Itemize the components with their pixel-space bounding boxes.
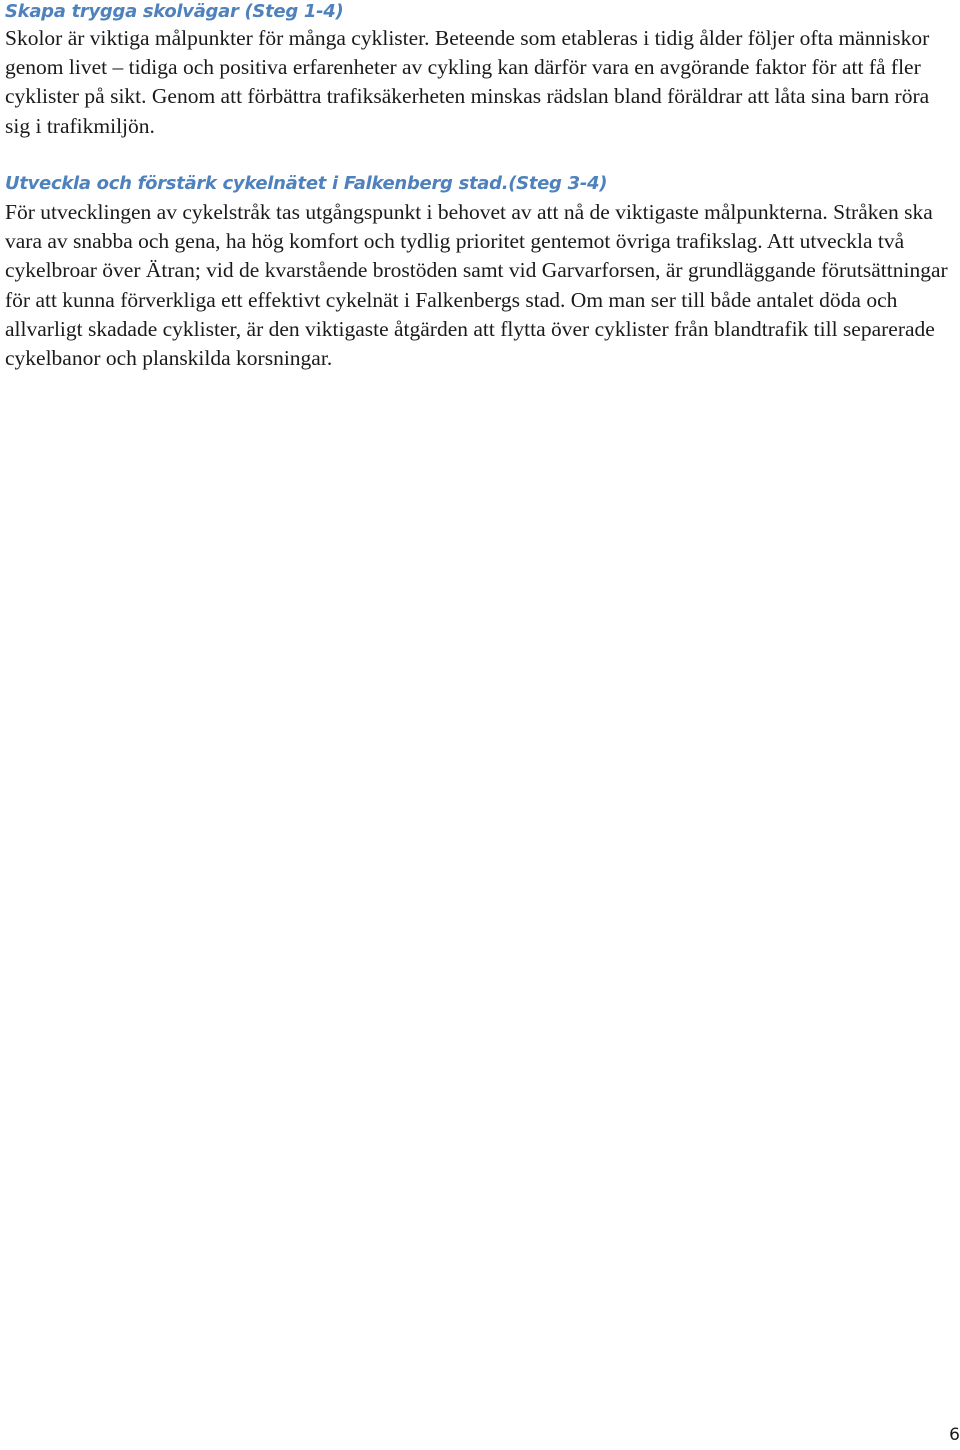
section-body-text: Skolor är viktiga målpunkter för många cyklister. Beteende som etableras i tidig ålder följer ofta människor genom livet – tidiga och positiva erfarenheter av cykling kan därför vara en avgörande faktor för att få fler cyklister på sikt. Genom att förbättra trafiksäkerheten minskas rädslan bland föräldrar att låta sina barn röra sig i trafikmiljön. bbox=[5, 26, 930, 138]
section-bike-network bbox=[5, 170, 955, 373]
section-body-text: För utvecklingen av cykelstråk tas utgångspunkt i behovet av att nå de viktigaste målpunkterna. Stråken ska vara av snabba och gena, ha hög komfort och tydlig prioritet gentemot övriga trafikslag. Att utveckla två cykelbroar över Ätran; vid de kvarstående brostöden samt vid Garvarforsen, är grundläggande förutsättningar för att kunna förverkliga ett effektivt cykelnät i Falkenbergs stad. Om man ser till både antalet döda och allvarligt skadade cyklister, är den viktigaste åtgärden att flytta över cyklister från blandtrafik till separerade cykelbanor och planskilda korsningar. bbox=[5, 200, 948, 371]
page-number: 6 bbox=[949, 1425, 960, 1445]
section-safe-school-routes bbox=[5, 0, 955, 141]
section-heading: Utveckla och förstärk cykelnätet i Falkenberg stad.(Steg 3-4) bbox=[5, 173, 608, 194]
section-heading: Skapa trygga skolvägar (Steg 1-4) bbox=[5, 1, 344, 22]
